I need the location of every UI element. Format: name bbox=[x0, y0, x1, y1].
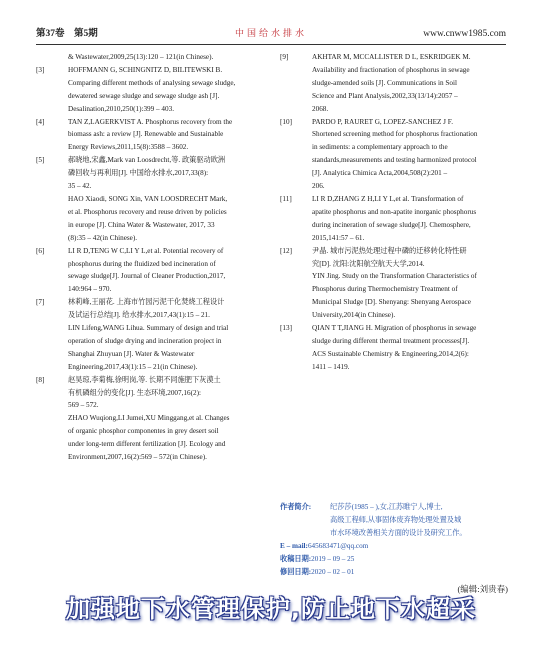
reference-line: under long-term different fertilization [J]. Ecology and bbox=[68, 440, 226, 449]
reference-line: LI R D,TENG W C,LI Y L,et al. Potential recovery of bbox=[68, 246, 224, 255]
reference-line: AKHTAR M, MCCALLISTER D L, ESKRIDGEK M. bbox=[312, 53, 471, 61]
reference-line: 206. bbox=[312, 182, 325, 191]
received-date bbox=[280, 553, 508, 566]
reference-line: HAO Xiaodi, SONG Xin, VAN LOOSDRECHT Mark, bbox=[68, 194, 228, 203]
reference-line: Environment,2007,16(2):569 – 572(in Chinese). bbox=[68, 453, 207, 462]
revised-label: 修回日期: bbox=[280, 567, 312, 576]
references-left-column bbox=[36, 51, 264, 464]
reference-line: QIAN T T,JIANG H. Migration of phosphorus in sewage bbox=[312, 324, 477, 333]
reference-number: [10] bbox=[280, 117, 292, 126]
journal-url: www.cnww1985.com bbox=[423, 29, 506, 39]
volume-issue: 第37卷 第5期 bbox=[36, 29, 98, 39]
references-right-column bbox=[280, 51, 508, 374]
reference-entry bbox=[36, 51, 264, 64]
reference-line: 2015,141:57 – 61. bbox=[312, 233, 365, 242]
reference-line: 磷回收与再利用[J]. 中国给水排水,2017,33(8): bbox=[68, 169, 209, 178]
reference-number: [11] bbox=[280, 194, 292, 203]
reference-line: 35 – 42. bbox=[68, 182, 92, 191]
reference-line: Availability and fractionation of phosphorus in sewage bbox=[312, 65, 470, 74]
reference-line: sludge during different thermal treatment processes[J]. bbox=[312, 336, 470, 345]
reference-line: standards,measurements and testing harmonized protocol bbox=[312, 156, 477, 165]
reference-entry bbox=[36, 245, 264, 297]
reference-number: [7] bbox=[36, 298, 45, 307]
reference-line: 林莉峰,王丽花. 上海市竹园污泥干化焚烧工程设计 bbox=[68, 298, 225, 307]
bio-line: 高级工程师,从事固体废弃物处理处置及城 bbox=[330, 515, 462, 524]
reference-line: sludge-amended soils [J]. Communications in Soil bbox=[312, 78, 457, 87]
reference-entry bbox=[36, 64, 264, 116]
author-info bbox=[280, 501, 508, 578]
reference-number: [8] bbox=[36, 375, 45, 384]
reference-line: LIN Lifeng,WANG Lihua. Summary of design and trial bbox=[68, 324, 229, 333]
reference-number: [13] bbox=[280, 324, 292, 333]
reference-line: 尹晶. 城市污泥热处理过程中磷的迁移转化特性研 bbox=[312, 246, 467, 255]
reference-line: Phosphorus during Thermochemistry Treatment of bbox=[312, 285, 458, 294]
reference-line: in sediments: a complementary approach to the bbox=[312, 143, 448, 152]
reference-number: [12] bbox=[280, 246, 292, 255]
reference-number: [6] bbox=[36, 246, 45, 255]
reference-line: 究[D]. 沈阳:沈阳航空航天大学,2014. bbox=[312, 259, 425, 268]
editor-note: (编辑:刘贵春) bbox=[457, 584, 508, 594]
reference-number: [3] bbox=[36, 65, 45, 74]
reference-entry bbox=[280, 51, 508, 116]
reference-entry bbox=[280, 116, 508, 193]
reference-entry bbox=[280, 245, 508, 322]
reference-entry bbox=[36, 154, 264, 244]
reference-line: dewatered sewage sludge and sewage sludge ash [J]. bbox=[68, 91, 220, 100]
reference-line: YIN Jing. Study on the Transformation Characteristics of bbox=[312, 272, 477, 281]
revised-value: 2020 – 02 – 01 bbox=[311, 567, 355, 576]
journal-name: 中国给水排水 bbox=[234, 29, 307, 39]
reference-number: [9] bbox=[280, 53, 289, 61]
reference-entry bbox=[36, 374, 264, 464]
reference-entry bbox=[280, 322, 508, 374]
reference-line: Comparing different methods of analysing sewage sludge, bbox=[68, 78, 236, 87]
author-bio bbox=[280, 501, 508, 540]
bio-line: 市水环境改善相关方面的设计及研究工作。 bbox=[330, 528, 467, 537]
reference-line: Engineering,2017,43(1):15 – 21(in Chinese). bbox=[68, 362, 198, 371]
reference-line: 2068. bbox=[312, 104, 329, 113]
email-value: 645683471@qq.com bbox=[307, 541, 369, 550]
reference-line: TAN Z,LAGERKVIST A. Phosphorus recovery from the bbox=[68, 117, 233, 126]
revised-date bbox=[280, 566, 508, 579]
reference-line: LI R D,ZHANG Z H,LI Y L,et al. Transformation of bbox=[312, 194, 464, 203]
reference-line: 569 – 572. bbox=[68, 401, 99, 410]
reference-line: 140:964 – 970. bbox=[68, 285, 112, 294]
bio-label: 作者简介: bbox=[280, 503, 312, 511]
reference-line: 1411 – 1419. bbox=[312, 362, 350, 371]
reference-line: University,2014(in Chinese). bbox=[312, 311, 396, 320]
reference-line: Science and Plant Analysis,2002,33(13/14):2057 – bbox=[312, 91, 458, 100]
reference-line: phosphorus during the fluidized bed incineration of bbox=[68, 259, 216, 268]
reference-line: 有机磷组分的变化[J]. 生态环境,2007,16(2): bbox=[68, 388, 201, 397]
reference-number: [4] bbox=[36, 117, 45, 126]
reference-line: Shanghai Zhuyuan [J]. Water & Wastewater bbox=[68, 349, 195, 358]
reference-line: ZHAO Wuqiong,LI Jumei,XU Minggang,et al. Changes bbox=[68, 414, 230, 423]
reference-line: [J]. Analytica Chimica Acta,2004,508(2):201 – bbox=[312, 169, 448, 178]
header-rule bbox=[36, 44, 506, 45]
running-header bbox=[36, 27, 506, 41]
reference-line: during incineration of sewage sludge[J]. Chemosphere, bbox=[312, 220, 471, 229]
reference-line: (8):35 – 42(in Chinese). bbox=[68, 233, 138, 242]
reference-number: [5] bbox=[36, 156, 45, 165]
reference-line: 及试运行总结[J]. 给水排水,2017,43(1):15 – 21. bbox=[68, 311, 210, 320]
reference-line: PARDO P, RAURET G, LOPEZ-SANCHEZ J F. bbox=[312, 117, 453, 126]
email-label: E – mail: bbox=[280, 541, 308, 550]
reference-line: Shortened screening method for phosphorus fractionation bbox=[312, 130, 478, 139]
slogan-banner: 加强地下水管理保护,防止地下水超采 bbox=[65, 595, 477, 623]
reference-line: in europe [J]. China Water & Wastewater, 2017, 33 bbox=[68, 220, 215, 229]
reference-line: biomass ash: a review [J]. Renewable and Sustainable bbox=[68, 130, 224, 139]
author-email bbox=[280, 540, 508, 553]
reference-line: apatite phosphorus and non-apatite inorganic phosphorus bbox=[312, 207, 477, 216]
reference-line: et al. Phosphorus recovery and reuse driven by policies bbox=[68, 207, 227, 216]
reference-line: Desalination,2010,250(1):399 – 403. bbox=[68, 104, 175, 113]
reference-line: sewage sludge[J]. Journal of Cleaner Production,2017, bbox=[68, 272, 226, 281]
bio-line: 纪莎莎(1985 – ),女,江苏睢宁人,博士, bbox=[330, 503, 443, 511]
received-value: 2019 – 09 – 25 bbox=[311, 554, 355, 563]
reference-entry bbox=[36, 296, 264, 373]
reference-line: of organic phosphor componentes in grey desert soil bbox=[68, 427, 219, 436]
reference-line: Municipal Sludge [D]. Shenyang: Shenyang Aerospace bbox=[312, 298, 471, 307]
reference-entry bbox=[36, 116, 264, 155]
reference-line: & Wastewater,2009,25(13):120 – 121(in Chinese). bbox=[68, 53, 214, 61]
reference-line: Energy Reviews,2011,15(8):3588 – 3602. bbox=[68, 143, 189, 152]
reference-entry bbox=[280, 193, 508, 245]
reference-line: HOFFMANN G, SCHINGNITZ D, BILITEWSKI B. bbox=[68, 65, 223, 74]
reference-line: ACS Sustainable Chemistry & Engineering,2014,2(6): bbox=[312, 349, 469, 358]
reference-line: 郝晓地,宋鑫,Mark van Loosdrecht,等. 政策驱动欧洲 bbox=[68, 156, 226, 165]
received-label: 收稿日期: bbox=[280, 554, 312, 563]
reference-line: operation of sludge drying and incineration project in bbox=[68, 336, 222, 345]
reference-line: 赵昊琼,李菊梅,徐明岗,等. 长期不同施肥下灰漠土 bbox=[68, 375, 221, 384]
